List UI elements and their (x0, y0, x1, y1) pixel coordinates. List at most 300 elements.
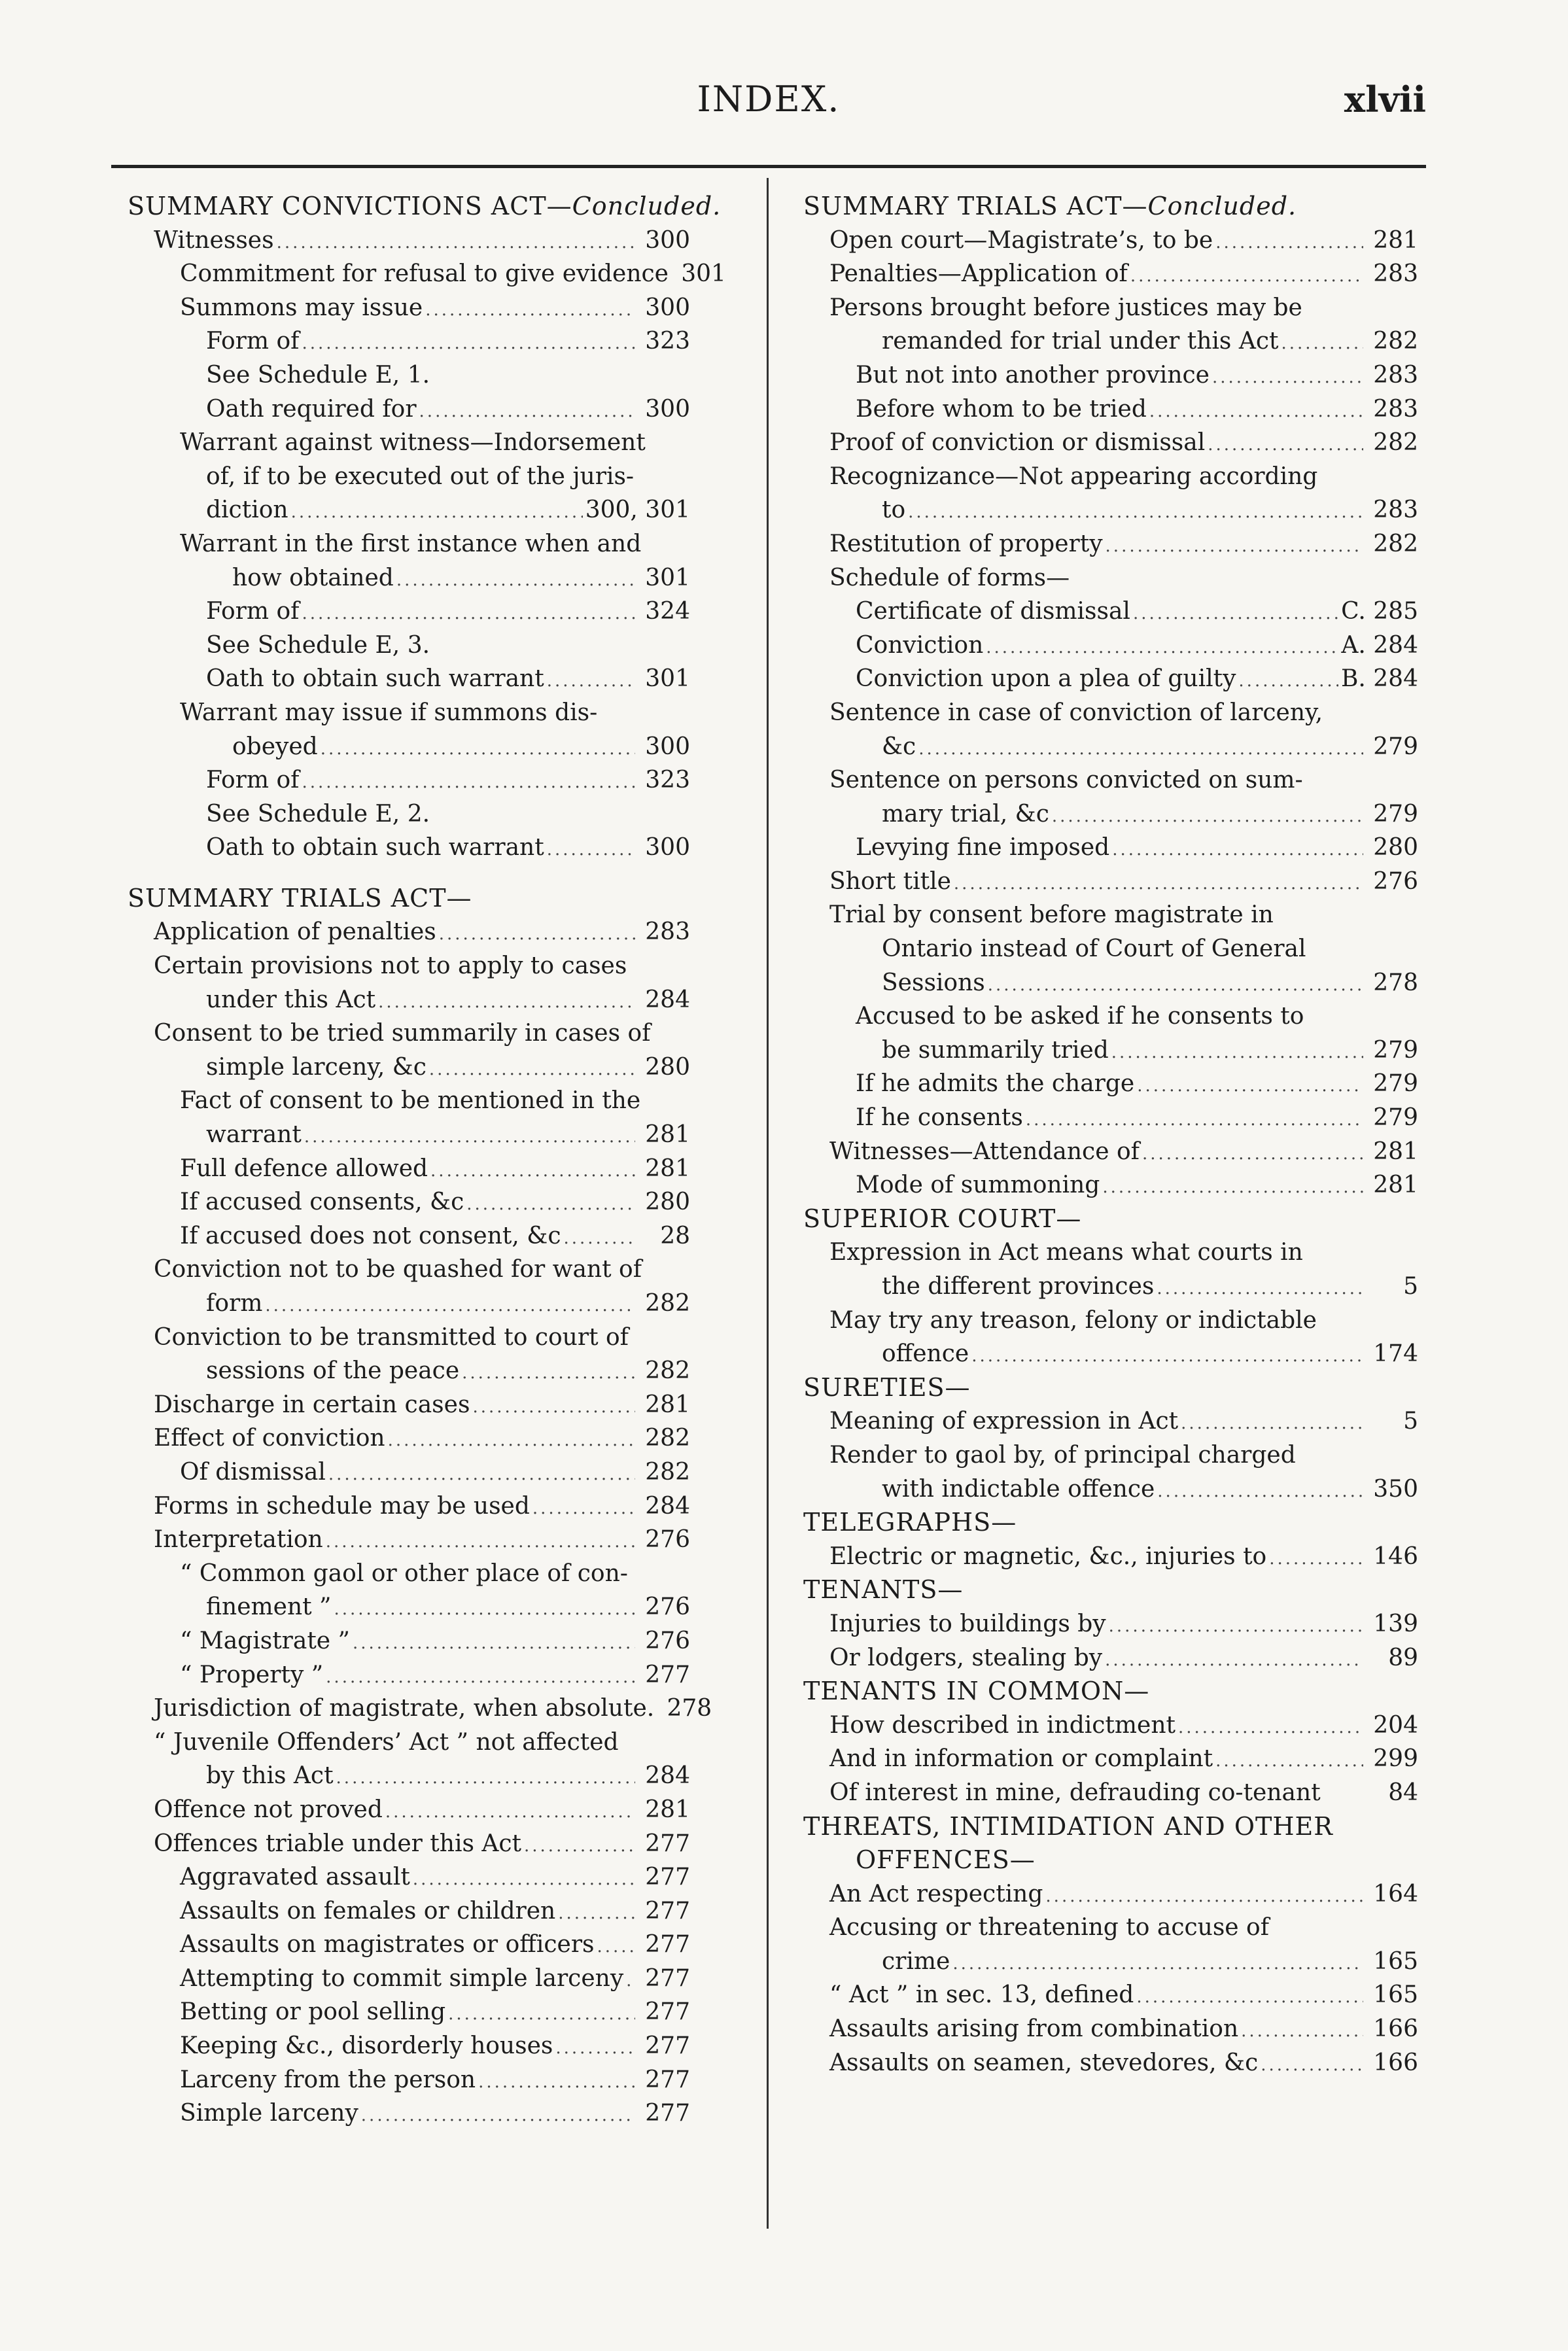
entry-text: Offence not proved (154, 1796, 383, 1823)
index-entry (128, 629, 690, 663)
index-entry (803, 595, 1418, 629)
index-entry (803, 1776, 1418, 1810)
page-reference: 300, 301 (585, 496, 690, 524)
entry-text: how obtained (232, 564, 394, 591)
dot-leader (1105, 1644, 1363, 1678)
dot-leader (425, 294, 635, 328)
page-reference: 277 (645, 1830, 690, 1857)
page-reference: 281 (1373, 1138, 1418, 1165)
entry-text: “ Act ” in sec. 13, defined (829, 1981, 1134, 2009)
index-entry (803, 460, 1418, 494)
page-reference: 279 (1373, 1036, 1418, 1064)
index-entry (803, 1641, 1418, 1675)
page-reference: 166 (1373, 2015, 1418, 2043)
page-reference: 300 (645, 226, 690, 254)
dot-leader (304, 1121, 635, 1155)
dot-leader (448, 1998, 635, 2032)
entry-text: Sentence on persons convicted on sum- (829, 767, 1303, 794)
entry-text: Recognizance—Not appearing according (829, 462, 1318, 490)
dot-leader (564, 1222, 636, 1256)
index-entry (803, 763, 1418, 797)
dot-leader (1208, 428, 1363, 462)
entry-text: “ Juvenile Offenders’ Act ” not affected (154, 1728, 619, 1756)
index-entry (128, 1894, 690, 1928)
dot-leader (336, 1762, 635, 1796)
page-reference: 350 (1373, 1475, 1418, 1503)
page-reference: 279 (1373, 1104, 1418, 1132)
index-entry (128, 595, 690, 629)
page-reference: 283 (1373, 395, 1418, 423)
heading-text: TENANTS— (803, 1575, 964, 1605)
index-entry (128, 730, 690, 764)
entry-text: Meaning of expression in Act (829, 1408, 1179, 1435)
dot-leader (1111, 1036, 1363, 1070)
entry-text: obeyed (232, 733, 318, 760)
page-reference: 89 (1388, 1644, 1418, 1671)
page-number: xlvii (1344, 78, 1426, 120)
index-entry (803, 831, 1418, 865)
entry-text: under this Act (206, 986, 376, 1013)
index-entry (803, 224, 1418, 258)
page-reference: 282 (645, 1425, 690, 1452)
index-entry (128, 1287, 690, 1321)
entry-text: Form of (206, 598, 300, 625)
page-reference: A. 284 (1341, 631, 1418, 659)
entry-text: How described in indictment (829, 1711, 1176, 1739)
page-reference: 277 (645, 2066, 690, 2093)
entry-text: Certificate of dismissal (856, 598, 1130, 625)
dot-leader (918, 733, 1363, 767)
dot-leader (952, 1947, 1363, 1981)
entry-text: Conviction not to be quashed for want of (154, 1256, 642, 1283)
entry-text: Discharge in certain cases (154, 1391, 470, 1418)
entry-text: Before whom to be tried (856, 395, 1147, 423)
page-reference: 301 (645, 665, 690, 693)
entry-text: Offences triable under this Act (154, 1830, 522, 1857)
dot-leader (1106, 530, 1363, 564)
dot-leader (430, 1155, 635, 1189)
entry-text: See Schedule E, 2. (206, 800, 430, 827)
page-reference: 276 (645, 1526, 690, 1554)
entry-text: Short title (829, 867, 951, 895)
entry-text: Application of penalties (154, 918, 436, 946)
entry-text: Form of (206, 328, 300, 355)
dot-leader (388, 1424, 635, 1458)
page-reference: 277 (645, 1897, 690, 1924)
dot-leader (1130, 260, 1363, 294)
page-reference: 277 (645, 1964, 690, 1992)
page-reference: 301 (681, 260, 726, 288)
heading-text: OFFENCES— (856, 1845, 1036, 1875)
entry-text: of, if to be executed out of the juris- (206, 462, 635, 490)
dot-leader (1269, 1542, 1363, 1576)
index-entry (803, 1034, 1418, 1068)
entry-text: If accused does not consent, &c (180, 1222, 561, 1249)
page-reference: 282 (645, 1290, 690, 1317)
page-reference: 277 (645, 1864, 690, 1891)
index-entry (128, 392, 690, 427)
page-reference: 277 (645, 1931, 690, 1959)
index-heading (803, 1810, 1418, 1844)
entry-text: If he admits the charge (856, 1070, 1135, 1098)
dot-leader (291, 496, 583, 530)
entry-text: Open court—Magistrate’s, to be (829, 226, 1213, 254)
page-reference: 280 (1373, 834, 1418, 862)
page-reference: 281 (645, 1391, 690, 1418)
entry-text: Persons brought before justices may be (829, 294, 1302, 321)
page-reference: 174 (1373, 1340, 1418, 1368)
dot-leader (326, 1661, 635, 1695)
index-entry (128, 983, 690, 1017)
dot-leader (1281, 327, 1363, 361)
entry-text: be summarily tried (882, 1036, 1109, 1064)
heading-suffix: Concluded. (1147, 192, 1297, 220)
index-entry (128, 915, 690, 949)
dot-leader (1137, 1070, 1363, 1104)
page-reference: C. 285 (1341, 598, 1418, 625)
entry-text: Assaults arising from combination (829, 2015, 1239, 2043)
index-entry (128, 1860, 690, 1894)
heading-text: TELEGRAPHS— (803, 1508, 1017, 1537)
page-reference: 282 (1373, 530, 1418, 557)
entry-text: But not into another province (856, 361, 1210, 389)
entry-text: Oath to obtain such warrant (206, 665, 544, 693)
page-reference: 139 (1373, 1610, 1418, 1637)
entry-text: with indictable offence (882, 1475, 1155, 1503)
index-entry (128, 1489, 690, 1524)
index-heading (803, 1371, 1418, 1405)
entry-text: Keeping &c., disorderly houses (180, 2032, 553, 2060)
entry-text: Certain provisions not to apply to cases (154, 952, 627, 980)
entry-text: Accused to be asked if he consents to (856, 1003, 1304, 1030)
entry-text: Assaults on seamen, stevedores, &c (829, 2049, 1259, 2076)
page-reference: 279 (1373, 1070, 1418, 1098)
entry-text: See Schedule E, 3. (206, 631, 430, 659)
dot-leader (1109, 1610, 1363, 1644)
page-reference: 299 (1373, 1745, 1418, 1773)
index-entry (803, 1337, 1418, 1371)
entry-text: Sentence in case of conviction of larceny, (829, 699, 1323, 726)
entry-text: Betting or pool selling (180, 1998, 446, 2026)
dot-leader (439, 918, 635, 952)
dot-leader (429, 1053, 635, 1087)
dot-leader (361, 2099, 635, 2133)
page-reference: 165 (1373, 1981, 1418, 2009)
index-entry (803, 2046, 1418, 2080)
index-entry (128, 426, 690, 460)
heading-text: THREATS, INTIMIDATION AND OTHER (803, 1811, 1333, 1841)
page-reference: 277 (645, 1661, 690, 1688)
entry-text: Witnesses (154, 226, 274, 254)
index-entry (803, 493, 1418, 527)
dot-leader (532, 1492, 635, 1526)
index-entry (803, 1945, 1418, 1979)
index-column-right (803, 190, 1418, 2080)
dot-leader (1133, 597, 1338, 631)
entry-text: Penalties—Application of (829, 260, 1128, 288)
dot-leader (558, 1897, 635, 1931)
entry-text: Conviction (856, 631, 984, 659)
entry-text: Fact of consent to be mentioned in the (180, 1087, 641, 1115)
dot-leader (1149, 395, 1363, 429)
page-reference: 28 (660, 1222, 690, 1249)
index-entry (128, 763, 690, 797)
index-entry (128, 1118, 690, 1152)
index-entry (128, 1253, 690, 1287)
dot-leader (1178, 1711, 1363, 1745)
entry-text: Levying fine imposed (856, 834, 1110, 862)
index-entry (803, 291, 1418, 325)
index-entry (128, 1726, 690, 1760)
index-entry (803, 662, 1418, 696)
dot-leader (1241, 2015, 1363, 2049)
index-entry (803, 1607, 1418, 1641)
entry-text: “ Magistrate ” (180, 1627, 350, 1654)
page-reference: 277 (645, 1998, 690, 2026)
dot-leader (1261, 2049, 1363, 2083)
index-heading (803, 1675, 1418, 1709)
entry-text: Summons may issue (180, 294, 423, 321)
page-reference: 84 (1388, 1779, 1418, 1806)
page-reference: 284 (645, 986, 690, 1013)
index-entry (128, 1185, 690, 1219)
heading-text: SUMMARY TRIALS ACT— (128, 883, 472, 913)
page-reference: 283 (1373, 361, 1418, 389)
index-entry (128, 1928, 690, 1962)
dot-leader (1026, 1104, 1363, 1138)
page-reference: 283 (645, 918, 690, 946)
entry-text: Attempting to commit simple larceny (180, 1964, 624, 1992)
entry-text: Oath to obtain such warrant (206, 834, 544, 862)
index-entry (128, 493, 690, 527)
dot-leader (1052, 800, 1363, 834)
page-reference: 276 (1373, 867, 1418, 895)
page-reference: 300 (645, 395, 690, 423)
dot-leader (524, 1830, 635, 1864)
entry-text: warrant (206, 1121, 302, 1149)
index-entry (803, 898, 1418, 932)
dot-leader (466, 1188, 635, 1222)
index-entry (803, 966, 1418, 1000)
dot-leader (1238, 665, 1338, 699)
dot-leader (1045, 1880, 1363, 1914)
page-reference: 282 (1373, 328, 1418, 355)
page-reference: 280 (645, 1189, 690, 1216)
page-reference: 283 (1373, 260, 1418, 288)
index-entry (803, 527, 1418, 561)
page-reference: 324 (645, 598, 690, 625)
index-entry (803, 392, 1418, 427)
index-entry (803, 1304, 1418, 1338)
heading-text: SUPERIOR COURT— (803, 1204, 1082, 1233)
index-entry (803, 1877, 1418, 1911)
index-entry (128, 662, 690, 696)
dot-leader (1157, 1475, 1363, 1509)
index-entry (803, 358, 1418, 392)
index-entry (803, 1404, 1418, 1438)
entry-text: Oath required for (206, 395, 417, 423)
entry-text: Warrant may issue if summons dis- (180, 699, 598, 726)
page-reference: 279 (1373, 733, 1418, 760)
index-entry (803, 1911, 1418, 1945)
dot-leader (971, 1340, 1363, 1374)
index-entry (803, 629, 1418, 663)
entry-text: Electric or magnetic, &c., injuries to (829, 1542, 1267, 1570)
page-reference: 281 (1373, 226, 1418, 254)
index-heading (128, 190, 722, 224)
entry-text: Interpretation (154, 1526, 323, 1554)
entry-text: Schedule of forms— (829, 564, 1070, 591)
entry-text: Render to gaol by, of principal charged (829, 1441, 1296, 1469)
page-reference: 281 (645, 1121, 690, 1149)
entry-text: An Act respecting (829, 1880, 1043, 1907)
dot-leader (1215, 226, 1363, 260)
index-entry (128, 291, 690, 325)
index-entry (128, 2029, 690, 2063)
index-entry (803, 1270, 1418, 1304)
dot-leader (547, 665, 635, 699)
page-reference: 281 (645, 1796, 690, 1823)
index-entry (803, 1236, 1418, 1270)
index-entry (128, 1421, 690, 1455)
entry-text: &c (882, 733, 916, 760)
entry-text: simple larceny, &c (206, 1053, 427, 1081)
index-entry (128, 1219, 690, 1253)
index-heading (128, 882, 690, 916)
entry-text: Warrant against witness—Indorsement (180, 429, 646, 457)
dot-leader (334, 1593, 635, 1627)
entry-text: Mode of summoning (856, 1172, 1100, 1199)
page-header (111, 78, 1426, 144)
index-entry (128, 1017, 690, 1051)
index-entry (128, 1759, 690, 1793)
index-entry (128, 831, 690, 865)
index-entry (128, 1827, 690, 1861)
entry-text: Of dismissal (180, 1458, 326, 1486)
page-reference: 276 (645, 1593, 690, 1621)
entry-text: Jurisdiction of magistrate, when absolute. (154, 1695, 655, 1722)
index-entry (803, 561, 1418, 595)
index-entry (803, 1000, 1418, 1034)
index-entry (803, 1472, 1418, 1506)
page-reference: B. 284 (1340, 665, 1418, 693)
dot-leader (326, 1525, 635, 1559)
dot-leader (988, 969, 1363, 1003)
heading-text: SUMMARY TRIALS ACT— (803, 192, 1148, 220)
dot-leader (321, 733, 635, 767)
page-reference: 204 (1373, 1711, 1418, 1739)
index-entry (128, 1557, 690, 1591)
index-entry (803, 730, 1418, 764)
index-entry (128, 949, 690, 983)
dot-leader (478, 2066, 635, 2100)
index-heading (803, 1202, 1418, 1236)
entry-text: remanded for trial under this Act (882, 328, 1279, 355)
entry-text: See Schedule E, 1. (206, 361, 430, 389)
index-entry (128, 2097, 690, 2131)
page-reference: 280 (645, 1053, 690, 1081)
page-reference: 284 (645, 1762, 690, 1790)
index-entry (128, 527, 690, 561)
dot-leader (385, 1796, 635, 1830)
entry-text: Conviction to be transmitted to court of (154, 1323, 629, 1351)
entry-text: Effect of conviction (154, 1425, 385, 1452)
page-reference: 282 (645, 1357, 690, 1385)
entry-text: sessions of the peace (206, 1357, 460, 1385)
entry-text: Conviction upon a plea of guilty (856, 665, 1236, 693)
index-heading (803, 1506, 1418, 1540)
entry-text: Injuries to buildings by (829, 1610, 1106, 1637)
page-reference: 284 (645, 1492, 690, 1520)
dot-leader (328, 1458, 635, 1492)
page-reference: 323 (645, 328, 690, 355)
dot-leader (462, 1357, 635, 1391)
entry-text: diction (206, 496, 288, 524)
index-entry (803, 1540, 1418, 1574)
dot-leader (378, 986, 635, 1020)
page-reference: 165 (1373, 1947, 1418, 1975)
index-entry (803, 1135, 1418, 1169)
index-entry (803, 426, 1418, 460)
index-entry (803, 1101, 1418, 1135)
dot-leader (265, 1289, 635, 1323)
entry-text: May try any treason, felony or indictable (829, 1306, 1317, 1334)
index-entry (803, 1067, 1418, 1101)
entry-text: Warrant in the first instance when and (180, 530, 642, 557)
index-entry (803, 1168, 1418, 1202)
entry-text: Accusing or threatening to accuse of (829, 1914, 1270, 1942)
index-entry (128, 797, 690, 831)
dot-leader (1181, 1407, 1363, 1441)
index-entry (803, 1978, 1418, 2012)
entry-text: Of interest in mine, defrauding co-tenant (829, 1779, 1321, 1806)
index-entry (128, 1455, 690, 1489)
index-entry (128, 1793, 690, 1827)
entry-text: Commitment for refusal to give evidence (180, 260, 669, 288)
dot-leader (626, 1964, 635, 1998)
entry-text: Simple larceny (180, 2100, 358, 2127)
dot-leader (413, 1863, 635, 1897)
page-reference: 323 (645, 767, 690, 794)
entry-text: mary trial, &c (882, 800, 1049, 827)
entry-text: offence (882, 1340, 969, 1368)
page-reference: 281 (645, 1155, 690, 1182)
heading-suffix: Concluded. (572, 192, 722, 220)
entry-text: the different provinces (882, 1273, 1155, 1300)
entry-text: Form of (206, 767, 300, 794)
page-reference: 300 (645, 294, 690, 321)
entry-text: Expression in Act means what courts in (829, 1239, 1303, 1266)
page-reference: 278 (667, 1695, 712, 1722)
entry-text: If he consents (856, 1104, 1023, 1132)
entry-text: And in information or complaint (829, 1745, 1213, 1773)
header-rule (111, 165, 1426, 168)
index-entry (128, 696, 690, 730)
dot-leader (1142, 1138, 1363, 1172)
dot-leader (1136, 1981, 1363, 2015)
page-reference: 164 (1373, 1880, 1418, 1907)
index-entry (128, 1692, 712, 1726)
entry-text: Restitution of property (829, 530, 1103, 557)
index-entry (128, 1388, 690, 1422)
page-reference: 166 (1373, 2049, 1418, 2076)
page-title: INDEX. (697, 78, 841, 120)
index-entry (803, 257, 1418, 291)
page-reference: 282 (1373, 429, 1418, 457)
dot-leader (555, 2032, 635, 2066)
index-entry (803, 932, 1418, 966)
index-entry (128, 1084, 690, 1118)
